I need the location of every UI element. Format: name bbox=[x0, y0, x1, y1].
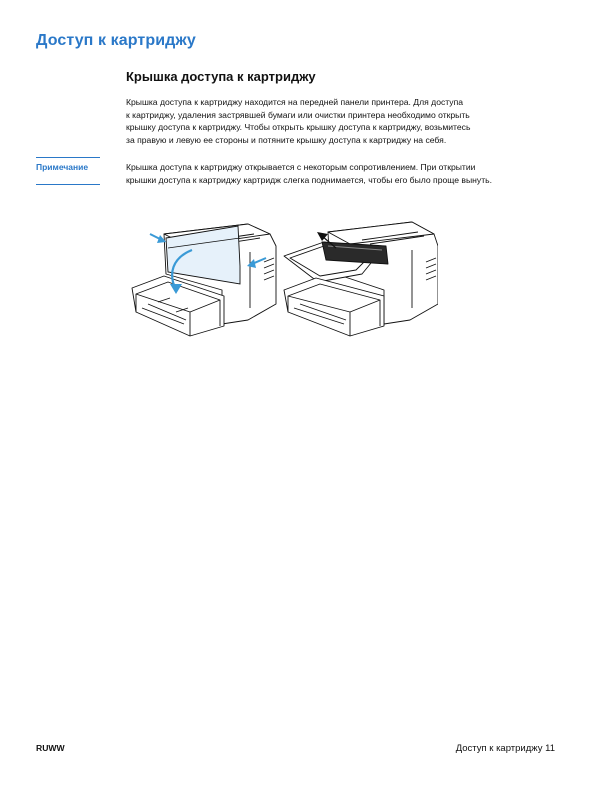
page-title: Доступ к картриджу bbox=[36, 32, 196, 49]
paragraph-line: за правую и левую ее стороны и потяните крышку доступа к картриджу на себя. bbox=[126, 134, 447, 145]
note-rule-bottom bbox=[36, 184, 100, 185]
note-rule-top bbox=[36, 157, 100, 158]
printer-illustration bbox=[128, 212, 438, 337]
note-text bbox=[126, 161, 571, 186]
paragraph-line: крышку доступа к картриджу. Чтобы открыть крышку доступа к картриджу, возьмитесь bbox=[126, 122, 471, 133]
section-paragraph bbox=[126, 96, 566, 146]
note-line: крышки доступа к картриджу картридж слегка поднимается, чтобы его было проще вынуть. bbox=[126, 174, 492, 185]
note-line: Крышка доступа к картриджу открывается с некоторым сопротивлением. При открытии bbox=[126, 162, 476, 172]
footer-page-label: Доступ к картриджу 11 bbox=[455, 743, 555, 754]
section-subtitle: Крышка доступа к картриджу bbox=[126, 69, 316, 84]
paragraph-line: Крышка доступа к картриджу находится на передней панели принтера. Для доступа bbox=[126, 97, 464, 107]
footer-left: RUWW bbox=[36, 743, 65, 753]
printer-open-drawing bbox=[284, 222, 438, 336]
paragraph-line: к картриджу, удаления застрявшей бумаги или очистки принтера необходимо открыть bbox=[126, 109, 470, 120]
note-label: Примечание bbox=[36, 162, 89, 172]
